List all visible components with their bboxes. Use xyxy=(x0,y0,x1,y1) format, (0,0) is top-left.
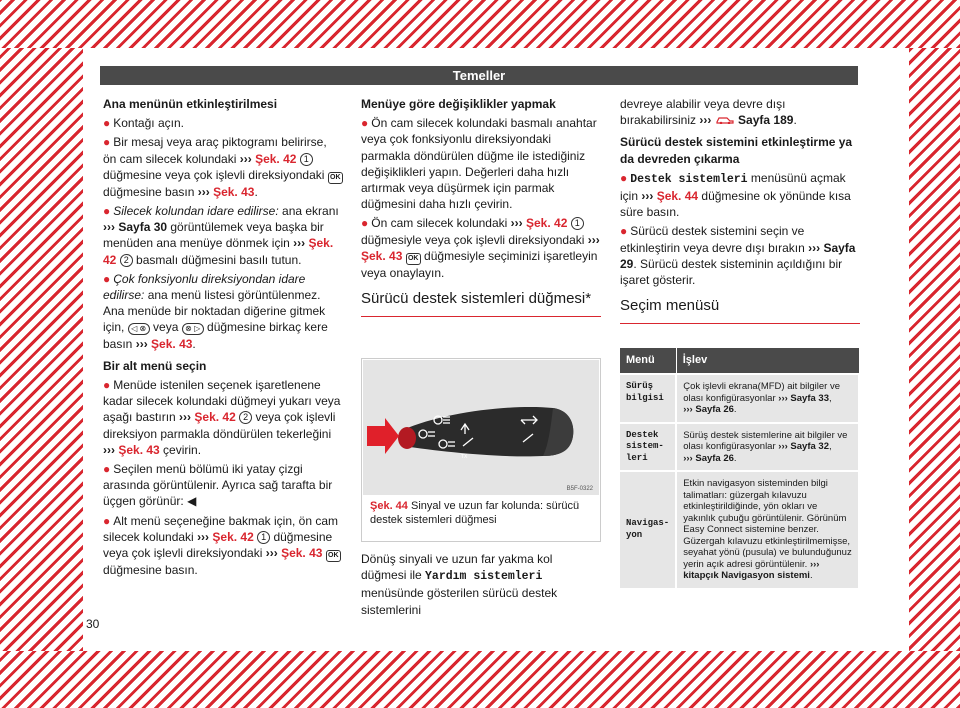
link-fig-44[interactable]: Şek. 44 xyxy=(656,189,699,204)
bullet-item: ● Alt menü seçeneğine bakmak için, ön cam silecek kolundaki ››› Şek. 42 1 düğmesine veya çok işlevli direksiyondaki ››› Şek. 43 OK düğmesine basın. xyxy=(103,513,343,579)
scroll-right-button-icon: ⊗ ▷ xyxy=(182,323,204,335)
function-cell: Çok işlevli ekrana(MFD) ait bilgiler ve olası konfigürasyonlar ››› Sayfa 33, ››› Sayfa 26. xyxy=(676,374,859,423)
page-border-top xyxy=(0,0,960,48)
link-fig-42[interactable]: Şek. 42 xyxy=(212,529,254,544)
callout-1-icon: 1 xyxy=(300,153,313,166)
callout-1-icon: 1 xyxy=(257,531,270,544)
callout-2-icon: 2 xyxy=(120,254,133,267)
figure-44 xyxy=(361,358,601,542)
link-page-30[interactable]: Sayfa 30 xyxy=(118,220,168,235)
figure-caption: Şek. 44 Sinyal ve uzun far kolunda: sürücü destek sistemleri düğmesi xyxy=(370,500,580,526)
menu-cell: Navigas-yon xyxy=(620,471,676,588)
section-title-selection-menu: Seçim menüsü xyxy=(620,296,860,324)
column-2-bottom xyxy=(361,551,601,621)
bullet-item: ● Sürücü destek sistemini seçin ve etkinleştirin veya devre dışı bırakın ››› Sayfa 29. Sürücü destek sisteminin açıldığını bir işaret gösterir. xyxy=(620,224,856,288)
paragraph: devreye alabilir veya devre dışı bırakabilirsiniz ››› Sayfa 189. xyxy=(620,97,797,128)
heading-submenu: Bir alt menü seçin xyxy=(103,358,207,373)
link-fig-42[interactable]: Şek. 42 xyxy=(103,236,334,267)
link-page-26[interactable]: Sayfa 26 xyxy=(695,404,734,415)
table-header-row xyxy=(620,348,859,374)
table-row xyxy=(620,423,859,472)
link-page-33[interactable]: Sayfa 33 xyxy=(790,392,829,404)
scroll-left-button-icon: ◁ ⊗ xyxy=(128,323,150,335)
link-fig-42[interactable]: Şek. 42 xyxy=(194,410,236,425)
bullet-item: ● Kontağı açın. xyxy=(103,116,184,131)
callout-1-icon: 1 xyxy=(571,217,584,230)
column-header-function: İşlev xyxy=(676,348,859,374)
link-fig-43[interactable]: Şek. 43 xyxy=(118,442,160,457)
bullet-item: ● Bir mesaj veya araç piktogramı belirirse, ön cam silecek kolundaki ››› Şek. 42 1 düğmesine veya çok işlevli direksiyondaki OK düğmesine basın ››› Şek. 43. xyxy=(103,134,343,200)
chapter-header: Temeller xyxy=(100,66,858,85)
bullet-item: ● Silecek kolundan idare edilirse: ana ekranı ››› Sayfa 30 görüntülemek veya başka bir menüden ana menüye dönmek için ››› Şek. 42 2 basmalı düğmesini basılı tutun. xyxy=(103,204,339,267)
heading-main-menu: Ana menünün etkinleştirilmesi xyxy=(103,97,278,111)
link-fig-43[interactable]: Şek. 43 xyxy=(281,546,323,561)
page-border-right xyxy=(909,48,960,651)
bullet-item: ● Seçilen menü bölümü iki yatay çizgi arasında görüntülenir. Ayrıca sağ tarafta bir üçgen görünür: ◀ xyxy=(103,462,333,509)
link-navigation-booklet[interactable]: kitapçık Navigasyon sistemi xyxy=(683,570,810,581)
column-1 xyxy=(103,96,343,581)
figure-code: B5F-0322 xyxy=(566,486,593,492)
link-fig-42[interactable]: Şek. 42 xyxy=(526,216,568,231)
table-row xyxy=(620,374,859,423)
bullet-item: ● Ön cam silecek kolundaki ››› Şek. 42 1 düğmesiyle veya çok işlevli direksiyondaki ››› Şek. 43 OK düğmesiyle seçiminizi işaretleyin veya onaylayın. xyxy=(361,216,600,280)
bullet-item: ● Çok fonksiyonlu direksiyondan idare edilirse: ana menü listesi görüntülenmez. Ana menüde bir noktadan diğerine gitmek için, ◁ ⊗ veya ⊗ ▷ düğmesine birkaç kere basın ››› Şek. 43. xyxy=(103,271,328,351)
function-cell: Etkin navigasyon sisteminden bilgi talimatları: güzergah kılavuzu etkinleştirildiğinde, yön okları ve yakınlık çubuğu görüntülenir. Görünüm Easy Connect sistemine benzer. Güzergah kılavuzu etkinleştirilmemişse, seyahat yönü (pusula) ve bulunduğunuz yerin açık adresi görüntülenir. ››› kitapçık Navigasyon sistemi. xyxy=(676,471,859,588)
link-fig-43[interactable]: Şek. 43 xyxy=(361,248,403,263)
table-row xyxy=(620,471,859,588)
ok-button-icon: OK xyxy=(326,550,341,562)
link-fig-42[interactable]: Şek. 42 xyxy=(255,151,297,166)
selection-menu-table xyxy=(620,348,860,588)
link-page-32[interactable]: Sayfa 32 xyxy=(790,441,829,452)
page-border-bottom xyxy=(0,651,960,708)
link-page-29[interactable]: Sayfa 29 xyxy=(620,240,856,271)
link-fig-43[interactable]: Şek. 43 xyxy=(151,336,193,351)
svg-text:TX: TX xyxy=(461,454,468,460)
turn-signal-lever-illustration xyxy=(363,360,599,495)
menu-cell: Destek sistem-leri xyxy=(620,423,676,472)
function-cell: Sürüş destek sistemlerine ait bilgiler ve olası konfigürasyonlar ››› Sayfa 32, ››› Sayfa 26. xyxy=(676,423,859,472)
column-2 xyxy=(361,96,601,323)
heading-menu-changes: Menüye göre değişiklikler yapmak xyxy=(361,97,556,111)
page-border-left xyxy=(0,48,83,651)
column-3 xyxy=(620,96,860,330)
section-title-driver-assist: Sürücü destek sistemleri düğmesi* xyxy=(361,289,601,317)
column-header-menu: Menü xyxy=(620,348,676,374)
link-page-26[interactable]: Sayfa 26 xyxy=(695,452,734,464)
heading-activate-system: Sürücü destek sistemini etkinleştirme ya da devreden çıkarma xyxy=(620,135,853,166)
bullet-item: ● Ön cam silecek kolundaki basmalı anahtar veya çok fonksiyonlu direksiyondaki parmakla döndürülen düğme ile istediğiniz değişiklikleri yapın. Değerleri daha hızlı artırmak veya düşürmek için parmak düğmesini daha hızlı çevirin. xyxy=(361,116,597,212)
figure-image xyxy=(363,360,599,495)
paragraph: Dönüş sinyali ve uzun far yakma kol düğmesi ile Yardım sistemleri menüsünde gösterilen sürücü destek sistemlerini xyxy=(361,552,558,617)
link-fig-43[interactable]: Şek. 43 xyxy=(213,184,255,199)
ok-button-icon: OK xyxy=(328,172,343,184)
warning-car-icon xyxy=(715,113,735,127)
callout-2-icon: 2 xyxy=(239,411,252,424)
triangle-left-icon: ◀ xyxy=(187,494,197,509)
bullet-item: ● Menüde istenilen seçenek işaretlenene kadar silecek kolundaki düğmeyi yukarı veya aşağı bastırın ››› Şek. 42 2 veya çok işlevli direksiyon parmakla döndürülen tekerleğini ››› Şek. 43 çevirin. xyxy=(103,378,341,457)
bullet-item: ● Destek sistemleri menüsünü açmak için ››› Şek. 44 düğmesine ok yönünde kısa süre basın. xyxy=(620,170,851,220)
ok-button-icon: OK xyxy=(406,253,421,265)
menu-cell: Sürüş bilgisi xyxy=(620,374,676,423)
page-number: 30 xyxy=(86,617,100,631)
link-page-189[interactable]: Sayfa 189 xyxy=(738,113,794,128)
